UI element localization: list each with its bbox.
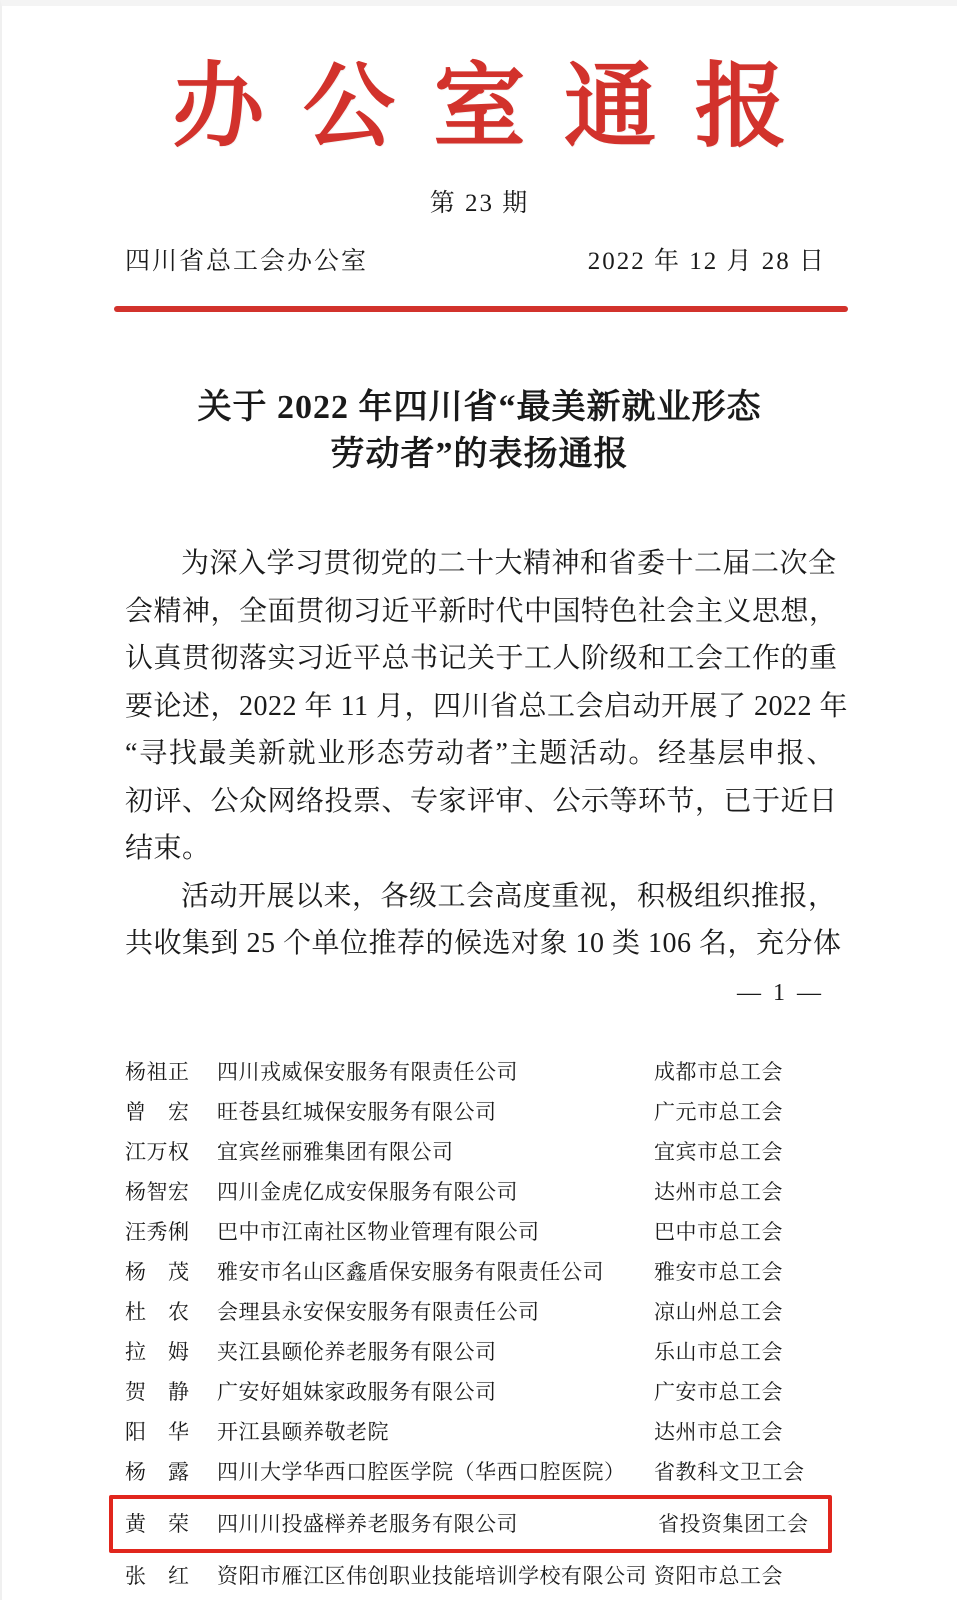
honoree-name: 黄 荣 (125, 1511, 190, 1536)
body-line: 要论述，2022 年 11 月，四川省总工会启动开展了 2022 年 (125, 690, 848, 722)
body-line: “寻找最美新就业形态劳动者”主题活动。经基层申报、 (125, 738, 835, 769)
honoree-company: 四川金虎亿成安保服务有限公司 (217, 1179, 518, 1204)
publication-row (2, 246, 957, 278)
honoree-name: 江万权 (125, 1139, 190, 1164)
issuing-office: 四川省总工会办公室 (125, 248, 369, 275)
recommending-union: 省投资集团工会 (658, 1511, 809, 1536)
recommending-union: 广安市总工会 (654, 1379, 783, 1404)
notice-title-line-1: 关于 2022 年四川省“最美新就业形态 (197, 389, 762, 426)
body-line: 共收集到 25 个单位推荐的候选对象 10 类 106 名，充分体 (125, 928, 842, 959)
honoree-company: 夹江县颐伦养老服务有限公司 (217, 1339, 497, 1364)
recommending-union: 达州市总工会 (654, 1179, 783, 1204)
roster-row (125, 1292, 832, 1332)
honoree-company: 宜宾丝丽雅集团有限公司 (217, 1139, 454, 1164)
recommending-union: 宜宾市总工会 (654, 1139, 783, 1164)
honoree-company: 开江县颐养敬老院 (217, 1419, 389, 1444)
roster-row (125, 1412, 832, 1452)
honoree-name: 贺 静 (125, 1379, 190, 1404)
honoree-name: 张 红 (125, 1563, 190, 1588)
roster-row (125, 1212, 832, 1252)
masthead-title (2, 48, 957, 166)
honoree-roster (2, 1052, 957, 1596)
roster-row (125, 1556, 832, 1596)
notice-body (2, 540, 957, 968)
honoree-company: 资阳市雁江区伟创职业技能培训学校有限公司 (217, 1563, 647, 1588)
issue-date: 2022 年 12 月 28 日 (587, 248, 826, 275)
honoree-name: 拉 姆 (125, 1339, 190, 1364)
body-line: 初评、公众网络投票、专家评审、公示等环节，已于近日 (125, 785, 838, 817)
honoree-company: 巴中市江南社区物业管理有限公司 (217, 1219, 540, 1244)
recommending-union: 成都市总工会 (654, 1059, 783, 1084)
honoree-name: 杨祖正 (125, 1059, 190, 1084)
honoree-company: 雅安市名山区鑫盾保安服务有限责任公司 (217, 1259, 604, 1284)
roster-row (125, 1452, 832, 1492)
honoree-company: 旺苍县红城保安服务有限公司 (217, 1099, 497, 1124)
body-line: 活动开展以来，各级工会高度重视，积极组织推报， (181, 880, 837, 912)
masthead-rule (114, 306, 848, 312)
roster-row (125, 1372, 832, 1412)
honoree-company: 四川川投盛榉养老服务有限公司 (217, 1511, 518, 1536)
honoree-company: 四川大学华西口腔医学院（华西口腔医院） (217, 1459, 626, 1484)
honoree-company: 会理县永安保安服务有限责任公司 (217, 1299, 540, 1324)
notice-title (2, 384, 957, 478)
honoree-name: 汪秀俐 (125, 1219, 190, 1244)
issue-number: 第 23 期 (429, 190, 530, 217)
roster-row (125, 1132, 832, 1172)
honoree-name: 曾 宏 (125, 1099, 190, 1124)
recommending-union: 乐山市总工会 (654, 1339, 783, 1364)
body-line: 结束。 (125, 833, 211, 864)
recommending-union: 资阳市总工会 (654, 1563, 783, 1588)
highlight-box (109, 1495, 832, 1553)
masthead (2, 6, 957, 312)
honoree-company: 四川戎威保安服务有限责任公司 (217, 1059, 518, 1084)
recommending-union: 广元市总工会 (654, 1099, 783, 1124)
masthead-title-text: 办公室通报 (172, 56, 826, 158)
honoree-company: 广安好姐妹家政服务有限公司 (217, 1379, 497, 1404)
roster-row (125, 1052, 832, 1092)
honoree-name: 杨智宏 (125, 1179, 190, 1204)
roster-row (125, 1504, 822, 1544)
recommending-union: 达州市总工会 (654, 1419, 783, 1444)
roster-row (125, 1092, 832, 1132)
body-line: 为深入学习贯彻党的二十大精神和省委十二届二次全 (181, 548, 837, 579)
honoree-name: 阳 华 (125, 1419, 190, 1444)
recommending-union: 凉山州总工会 (654, 1299, 783, 1324)
honoree-name: 杨 茂 (125, 1259, 190, 1284)
honoree-name: 杨 露 (125, 1459, 190, 1484)
recommending-union: 巴中市总工会 (654, 1219, 783, 1244)
honoree-name: 杜 农 (125, 1299, 190, 1324)
roster-row (125, 1252, 832, 1292)
body-line: 认真贯彻落实习近平总书记关于工人阶级和工会工作的重 (125, 643, 838, 674)
recommending-union: 省教科文卫工会 (654, 1459, 805, 1484)
recommending-union: 雅安市总工会 (654, 1259, 783, 1284)
roster-row (125, 1172, 832, 1212)
body-line: 会精神，全面贯彻习近平新时代中国特色社会主义思想， (125, 595, 838, 627)
notice-title-line-2: 劳动者”的表扬通报 (330, 436, 629, 473)
page-number: — 1 — (737, 979, 824, 1006)
roster-row (125, 1332, 832, 1372)
